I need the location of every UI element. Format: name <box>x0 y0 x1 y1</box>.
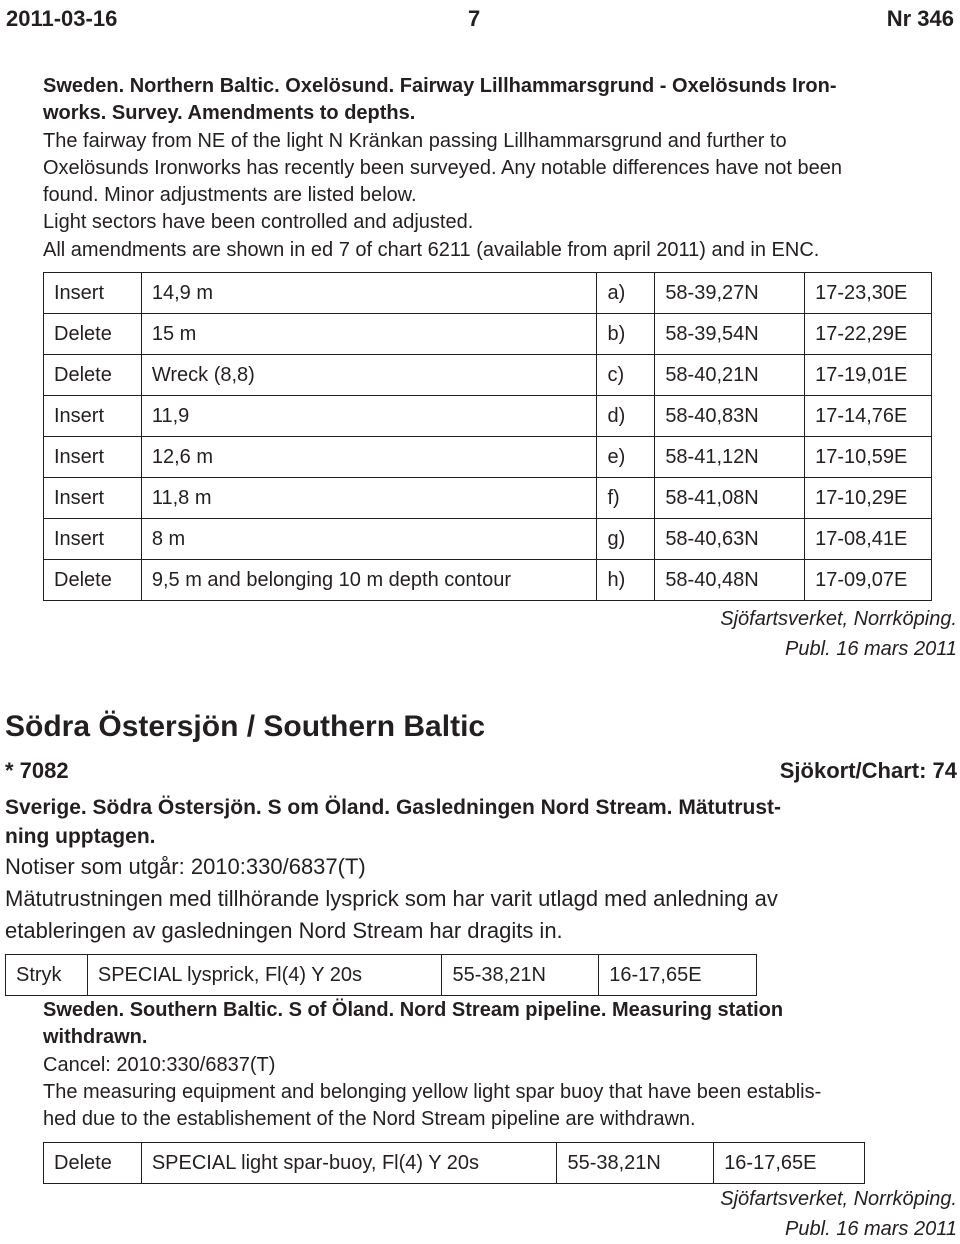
description-cell: SPECIAL light spar-buoy, Fl(4) Y 20s <box>141 1143 557 1184</box>
ref-cell: a) <box>597 273 655 314</box>
depth-cell: 9,5 m and belonging 10 m depth contour <box>141 560 597 601</box>
action-cell: Insert <box>44 437 142 478</box>
latitude-cell: 55-38,21N <box>442 955 599 996</box>
depth-cell: 12,6 m <box>141 437 597 478</box>
ref-cell: h) <box>597 560 655 601</box>
longitude-cell: 16-17,65E <box>714 1143 865 1184</box>
swedish-amendment-table <box>5 954 757 996</box>
notice-number: * 7082 <box>5 758 69 783</box>
notice-title-line: Sweden. Southern Baltic. S of Öland. Nord Stream pipeline. Measuring station <box>43 999 784 1021</box>
depth-cell: 14,9 m <box>141 273 597 314</box>
notice-body-line: The fairway from NE of the light N Kränkan passing Lillhammarsgrund and further to <box>43 129 787 152</box>
longitude-cell: 17-14,76E <box>805 396 932 437</box>
table-row <box>44 314 932 355</box>
signature-block <box>720 1184 957 1244</box>
notice-body-line: Cancel: 2010:330/6837(T) <box>43 1053 276 1076</box>
issue-number: Nr 346 <box>886 6 954 31</box>
description-cell: SPECIAL lysprick, Fl(4) Y 20s <box>87 955 442 996</box>
latitude-cell: 58-41,12N <box>655 437 805 478</box>
notice-body-line: hed due to the establishement of the Nord Stream pipeline are withdrawn. <box>43 1108 696 1131</box>
longitude-cell: 16-17,65E <box>599 955 757 996</box>
action-cell: Stryk <box>6 955 88 996</box>
longitude-cell: 17-19,01E <box>805 355 932 396</box>
signature: Sjöfartsverket, Norrköping. <box>720 1188 957 1210</box>
latitude-cell: 58-41,08N <box>655 478 805 519</box>
page-header <box>6 6 954 36</box>
notice-body-line: etableringen av gasledningen Nord Stream har dragits in. <box>5 918 563 943</box>
ref-cell: e) <box>597 437 655 478</box>
latitude-cell: 58-40,21N <box>655 355 805 396</box>
depth-cell: 15 m <box>141 314 597 355</box>
notice-oxelosund <box>43 73 959 264</box>
signature-block <box>720 604 957 664</box>
depth-cell: Wreck (8,8) <box>141 355 597 396</box>
longitude-cell: 17-10,29E <box>805 478 932 519</box>
page-number: 7 <box>468 6 481 31</box>
latitude-cell: 58-40,48N <box>655 560 805 601</box>
latitude-cell: 58-40,63N <box>655 519 805 560</box>
table-row <box>44 560 932 601</box>
notice-swedish <box>5 793 955 947</box>
notice-body-line: Mätutrustningen med tillhörande lysprick som har varit utlagd med anledning av <box>5 886 778 911</box>
notice-title-line: ning upptagen. <box>5 825 156 848</box>
notice-body-line: Notiser som utgår: 2010:330/6837(T) <box>5 854 366 879</box>
section-title: Södra Östersjön / Southern Baltic <box>5 710 486 743</box>
action-cell: Delete <box>44 560 142 601</box>
notice-body-line: The measuring equipment and belonging yellow light spar buoy that have been establis- <box>43 1080 822 1103</box>
notice-english <box>43 997 953 1133</box>
notice-title-line: works. Survey. Amendments to depths. <box>43 102 416 125</box>
ref-cell: d) <box>597 396 655 437</box>
notice-body-line: Oxelösunds Ironworks has recently been surveyed. Any notable differences have not been <box>43 156 843 179</box>
action-cell: Insert <box>44 519 142 560</box>
longitude-cell: 17-22,29E <box>805 314 932 355</box>
action-cell: Delete <box>44 355 142 396</box>
english-amendment-table <box>43 1142 865 1184</box>
issue-date: 2011-03-16 <box>6 6 118 31</box>
action-cell: Insert <box>44 273 142 314</box>
chart-label: Sjökort/Chart: 74 <box>779 758 957 783</box>
action-cell: Insert <box>44 396 142 437</box>
table-row <box>44 478 932 519</box>
ref-cell: b) <box>597 314 655 355</box>
signature: Sjöfartsverket, Norrköping. <box>720 608 957 630</box>
longitude-cell: 17-23,30E <box>805 273 932 314</box>
amendments-table <box>43 272 932 601</box>
ref-cell: g) <box>597 519 655 560</box>
notice-body-line: Light sectors have been controlled and adjusted. <box>43 211 474 234</box>
table-row <box>44 1143 865 1184</box>
depth-cell: 11,8 m <box>141 478 597 519</box>
latitude-cell: 58-39,54N <box>655 314 805 355</box>
notice-title-line: Sverige. Södra Östersjön. S om Öland. Gasledningen Nord Stream. Mätutrust- <box>5 796 781 819</box>
latitude-cell: 55-38,21N <box>557 1143 714 1184</box>
table-row <box>44 396 932 437</box>
publication-date: Publ. 16 mars 2011 <box>785 1218 957 1240</box>
latitude-cell: 58-39,27N <box>655 273 805 314</box>
table-row <box>44 437 932 478</box>
table-row <box>44 273 932 314</box>
action-cell: Delete <box>44 1143 142 1184</box>
notice-title-line: Sweden. Northern Baltic. Oxelösund. Fairway Lillhammarsgrund - Oxelösunds Iron- <box>43 75 837 97</box>
action-cell: Delete <box>44 314 142 355</box>
depth-cell: 8 m <box>141 519 597 560</box>
table-row <box>44 519 932 560</box>
ref-cell: c) <box>597 355 655 396</box>
latitude-cell: 58-40,83N <box>655 396 805 437</box>
table-row <box>6 955 757 996</box>
longitude-cell: 17-09,07E <box>805 560 932 601</box>
notice-body-line: All amendments are shown in ed 7 of chart 6211 (available from april 2011) and in ENC. <box>43 238 820 261</box>
notice-body-line: found. Minor adjustments are listed below. <box>43 184 417 207</box>
ref-cell: f) <box>597 478 655 519</box>
table-row <box>44 355 932 396</box>
longitude-cell: 17-08,41E <box>805 519 932 560</box>
notice-title-line: withdrawn. <box>43 1026 148 1049</box>
depth-cell: 11,9 <box>141 396 597 437</box>
action-cell: Insert <box>44 478 142 519</box>
publication-date: Publ. 16 mars 2011 <box>785 638 957 660</box>
longitude-cell: 17-10,59E <box>805 437 932 478</box>
